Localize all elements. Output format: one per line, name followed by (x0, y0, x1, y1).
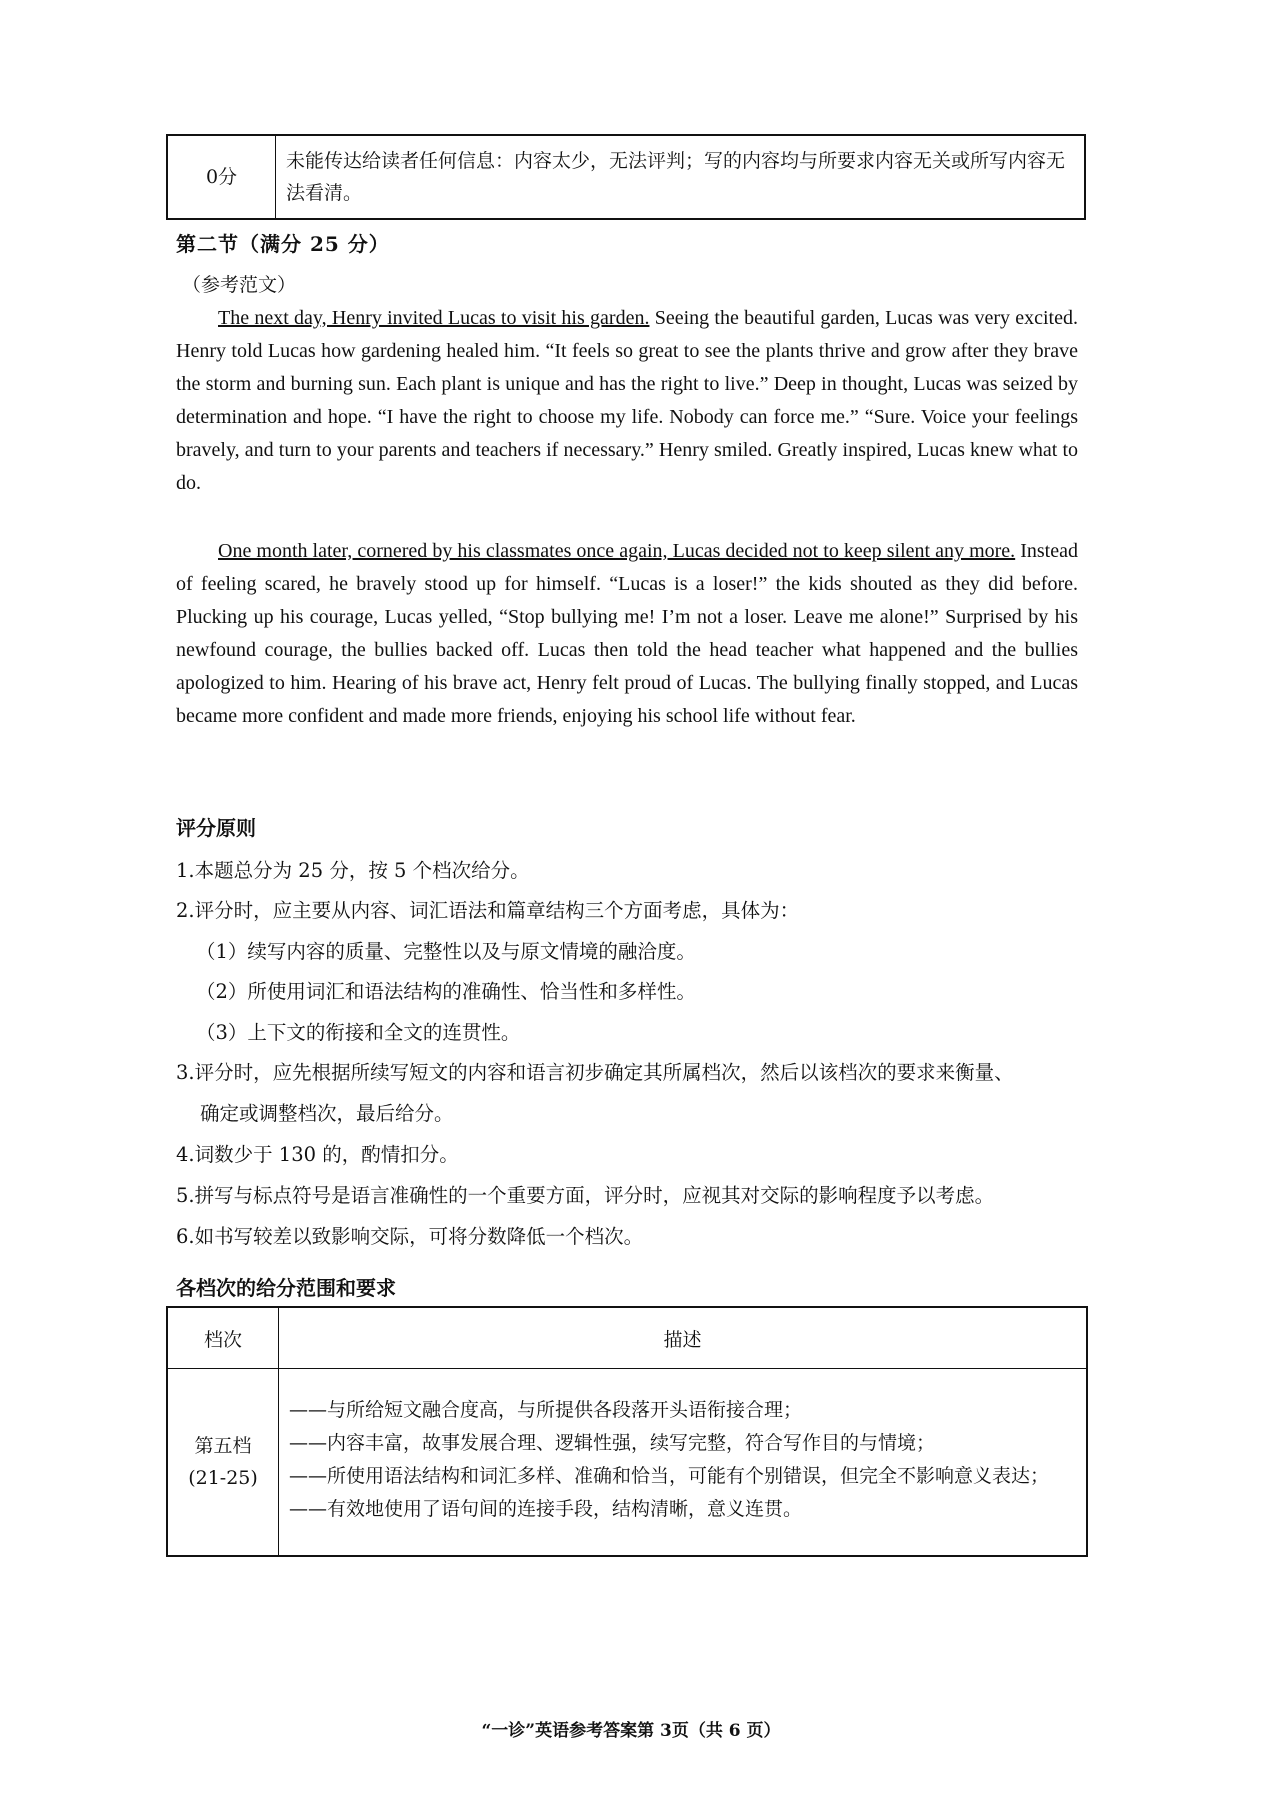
requirement-3: ——所使用语法结构和词汇多样、准确和恰当，可能有个别错误，但完全不影响意义表达； (289, 1465, 1050, 1487)
requirements-cell (279, 1369, 1088, 1557)
rule-2: 2.评分时，应主要从内容、词汇语法和篇章结构三个方面考虑，具体为： (176, 899, 800, 922)
table-header-row (167, 1307, 1087, 1369)
paragraph-body: Seeing the beautiful garden, Lucas was very excited. Henry told Lucas how gardening healed him. “It feels so great to see the plants thrive and grow after they brave the storm and burning sun. Each plant is unique and has the right to live.” Deep in thought, Lucas was seized by determination and hope. “I have the right to choose my life. Nobody can force me.” “Sure. Voice your feelings bravely, and turn to your parents and teachers if necessary.” Henry smiled. Greatly inspired, Lucas knew what to do. (176, 307, 1078, 494)
description-column-header: 描述 (279, 1307, 1088, 1369)
rule-2-item-3: （3）上下文的衔接和全文的连贯性。 (196, 1021, 521, 1044)
rule-6: 6.如书写较差以致影响交际，可将分数降低一个档次。 (176, 1225, 644, 1248)
sample-essay-label: （参考范文） (182, 274, 297, 296)
rule-3-line-1: 3.评分时，应先根据所续写短文的内容和语言初步确定其所属档次，然后以该档次的要求来衡量、 (176, 1061, 1014, 1084)
essay-paragraph-1 (176, 302, 1078, 500)
page-footer: “一诊”英语参考答案第 3页（共 6 页） (481, 1721, 781, 1741)
essay-paragraph-2 (176, 535, 1078, 733)
rule-4: 4.词数少于 130 的，酌情扣分。 (176, 1143, 459, 1166)
rule-2-item-2: （2）所使用词汇和语法结构的准确性、恰当性和多样性。 (196, 980, 696, 1003)
rule-2-item-1: （1）续写内容的质量、完整性以及与原文情境的融洽度。 (196, 940, 696, 963)
score-cell: 0分 (167, 135, 276, 219)
paragraph-body: Instead of feeling scared, he bravely stood up for himself. “Lucas is a loser!” the kids shouted as they did before. Plucking up his courage, Lucas yelled, “Stop bullying me! I’m not a loser. Leave me alone!” Surprised by his newfound courage, the bullies backed off. Lucas then told the head teacher what happened and the bullies apologized to him. Hearing of his brave act, Henry felt proud of Lucas. The bullying finally stopped, and Lucas became more confident and made more friends, enjoying his school life without fear. (176, 540, 1078, 727)
requirement-1: ——与所给短文融合度高，与所提供各段落开头语衔接合理； (289, 1399, 803, 1421)
rule-5: 5.拼写与标点符号是语言准确性的一个重要方面，评分时，应视其对交际的影响程度予以考虑。 (176, 1184, 995, 1207)
table-row (167, 135, 1085, 219)
section-title: 第二节（满分 25 分） (176, 232, 390, 256)
requirement-2: ——内容丰富，故事发展合理、逻辑性强，续写完整，符合写作目的与情境； (289, 1432, 936, 1454)
grading-principles-title: 评分原则 (176, 816, 256, 840)
level-cell (167, 1369, 279, 1557)
zero-score-table (166, 134, 1086, 220)
level-range: (21-25) (188, 1467, 258, 1489)
rule-1: 1.本题总分为 25 分，按 5 个档次给分。 (176, 859, 530, 882)
score-description-cell: 未能传达给读者任何信息：内容太少，无法评判；写的内容均与所要求内容无关或所写内容无法看清。 (276, 135, 1086, 219)
table-row (167, 1369, 1087, 1557)
paragraph-opening-sentence: One month later, cornered by his classmates once again, Lucas decided not to keep silent any more. (218, 540, 1016, 562)
requirement-4: ——有效地使用了语句间的连接手段，结构清晰，意义连贯。 (289, 1498, 803, 1520)
paragraph-opening-sentence: The next day, Henry invited Lucas to visit his garden. (218, 307, 650, 329)
levels-table (166, 1306, 1088, 1557)
rule-3-line-2: 确定或调整档次，最后给分。 (200, 1102, 454, 1125)
level-name: 第五档 (194, 1435, 252, 1457)
level-column-header: 档次 (167, 1307, 279, 1369)
levels-title: 各档次的给分范围和要求 (176, 1276, 396, 1300)
